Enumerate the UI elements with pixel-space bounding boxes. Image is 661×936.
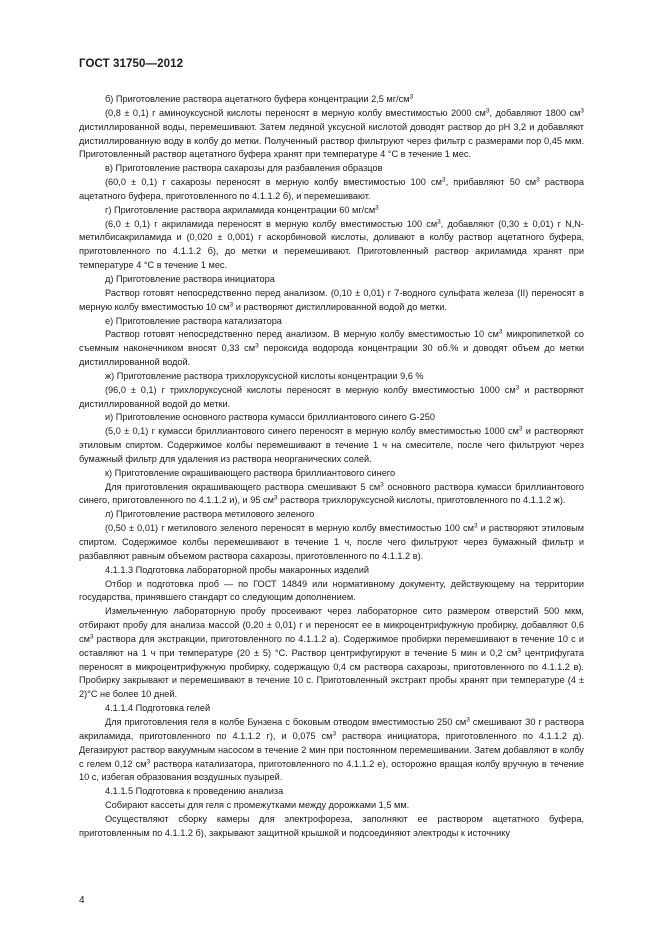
- paragraph: Отбор и подготовка проб — по ГОСТ 14849 или нормативному документу, действующему на территории государства, принявшего стандарт со следующим дополнением.: [79, 578, 584, 603]
- section-heading: 4.1.1.5 Подготовка к проведению анализа: [105, 786, 284, 797]
- paragraph: Для приготовления геля в колбе Бунзена с боковым отводом вместимостью 250 $см^3$ смешивают 30 г раствора акриламида, приготовленного по 4.1.1.2 г), и 0,075 $см^3$ раствора инициатора, приготовленного по 4.1.1.2 д). Дегазируют раствор вакуумным насосом в течение 2 мин при постоянном перемешивании. Затем добавляют в колбу с гелем 0,12 $см^3$ раствора катализатора, приготовленного по 4.1.1.2 е), осторожно вращая колбу вручную в течение 10 с, избегая образования воздушных пузырей.: [79, 716, 585, 783]
- paragraph: (0,50 ± 0,01) г метилового зеленого переносят в мерную колбу вместимостью 100 $см^3$ и растворяют этиловым спиртом. Содержимое колбы перемешивают в течение 1 ч, после чего фильтруют через бумажный фильтр и разбавляют равным объемом раствора сахарозы, приготовленного по 4.1.1.2 в).: [79, 522, 584, 561]
- paragraph: и) Приготовление основного раствора кумасси бриллиантового синего G-250: [105, 412, 435, 423]
- page-number: 4: [79, 895, 85, 906]
- paragraph: Осуществляют сборку камеры для электрофореза, заполняют ее раствором ацетатного буфера, приготовленным по 4.1.1.2 б), закрывают защитной крышкой и подсоединяют электроды к источнику: [79, 813, 584, 838]
- paragraph: Собирают кассеты для геля с промежутками между дорожками 1,5 мм.: [105, 800, 410, 811]
- paragraph: Для приготовления окрашивающего раствора смешивают 5 $см^3$ основного раствора кумасси бриллиантового синего, приготовленного по 4.1.1.2 и), и 95 $см^3$ раствора трихлоруксусной кислоты, приготовленного по 4.1.1.2 ж).: [79, 481, 584, 506]
- section-heading: 4.1.1.4 Подготовка гелей: [105, 703, 211, 714]
- paragraph: б) Приготовление раствора ацетатного буфера концентрации 2,5 $мг/см^3$: [105, 93, 414, 104]
- paragraph: ж) Приготовление раствора трихлоруксусной кислоты концентрации 9,6 %: [105, 370, 424, 381]
- paragraph: к) Приготовление окрашивающего раствора бриллиантового синего: [105, 467, 396, 478]
- paragraph: л) Приготовление раствора метилового зеленого: [105, 509, 315, 520]
- paragraph: е) Приготовление раствора катализатора: [105, 315, 282, 326]
- document-header: ГОСТ 31750—2012: [79, 58, 184, 70]
- paragraph: д) Приготовление раствора инициатора: [105, 273, 275, 284]
- paragraph: Раствор готовят непосредственно перед анализом. (0,10 ± 0,01) г 7-водного сульфата железа (II) переносят в мерную колбу вместимостью 10 $см^3$ и растворяют дистиллированной водой до метки.: [79, 287, 584, 312]
- document-body: [79, 93, 584, 841]
- paragraph: в) Приготовление раствора сахарозы для разбавления образцов: [105, 163, 383, 174]
- paragraph: (0,8 ± 0,1) г аминоуксусной кислоты переносят в мерную колбу вместимостью 2000 $см^3$, добавляют 1800 $см^3$ дистиллированной воды, перемешивают. Затем ледяной уксусной кислотой доводят раствор до pH 3,2 и добавляют дистиллированную воду в колбу до метки. Полученный раствор фильтруют через фильтр с размерами пор 0,45 мкм. Приготовленный раствор ацетатного буфера хранят при температуре 4 °С в течение 1 мес.: [79, 107, 585, 160]
- section-heading: 4.1.1.3 Подготовка лабораторной пробы макаронных изделий: [105, 564, 370, 575]
- paragraph: (96,0 ± 0,1) г трихлоруксусной кислоты переносят в мерную колбу вместимостью 1000 $см^3$ и растворяют дистиллированной водой до метки.: [79, 384, 584, 409]
- paragraph: Измельченную лабораторную пробу просеивают через лабораторное сито размером отверстий 500 мкм, отбирают пробу для анализа массой (0,20 ± 0,01) г и переносят ее в микроцентрифужную пробирку, добавляют 0,6 $см^3$ раствора для экстракции, приготовленного по 4.1.1.2 а). Содержимое пробирки перемешивают в течение 10 с и оставляют на 1 ч при температуре (20 ± 5) °С. Раствор центрифугируют в течение 5 мин и 0,2 $см^3$ центрифугата переносят в микроцентрифужную пробирку, содержащую 0,4 см раствора сахарозы, приготовленного по 4.1.1.2 в). Пробирку закрывают и перемешивают в течение 10 с. Приготовленный экстракт пробы хранят при температуре (4 ± 2)°С не более 10 дней.: [79, 606, 584, 700]
- paragraph: (60,0 ± 0,1) г сахарозы переносят в мерную колбу вместимостью 100 $см^3$, прибавляют 50 $см^3$ раствора ацетатного буфера, приготовленного по 4.1.1.2 б), и перемешивают.: [79, 176, 584, 201]
- paragraph: г) Приготовление раствора акриламида концентрации 60 $мг/см^3$: [105, 204, 379, 215]
- paragraph: Раствор готовят непосредственно перед анализом. В мерную колбу вместимостью 10 $см^3$ микропипеткой со съемным наконечником вносят 0,33 $см^3$ пероксида водорода концентрации 30 об.% и доводят объем до метки дистиллированной водой.: [79, 328, 585, 368]
- paragraph: (6,0 ± 0,1) г акриламида переносят в мерную колбу вместимостью 100 $см^3$, добавляют (0,30 ± 0,01) г N,N-метилбисакриламида и (0,020 ± 0,001) г аскорбиновой кислоты, доливают в колбу раствор ацетатного буфера, приготовленного по 4.1.1.2 б), до метки и перемешивают. Приготовленный раствор акриламида хранят при температуре 4 °С в течение 1 мес.: [79, 218, 584, 271]
- paragraph: (5,0 ± 0,1) г кумасси бриллиантового синего переносят в мерную колбу вместимостью 1000 $см^3$ и растворяют этиловым спиртом. Содержимое колбы перемешивают в течение 1 ч на смесителе, после чего фильтруют через бумажный фильтр для удаления из раствора неорганических солей.: [79, 425, 585, 464]
